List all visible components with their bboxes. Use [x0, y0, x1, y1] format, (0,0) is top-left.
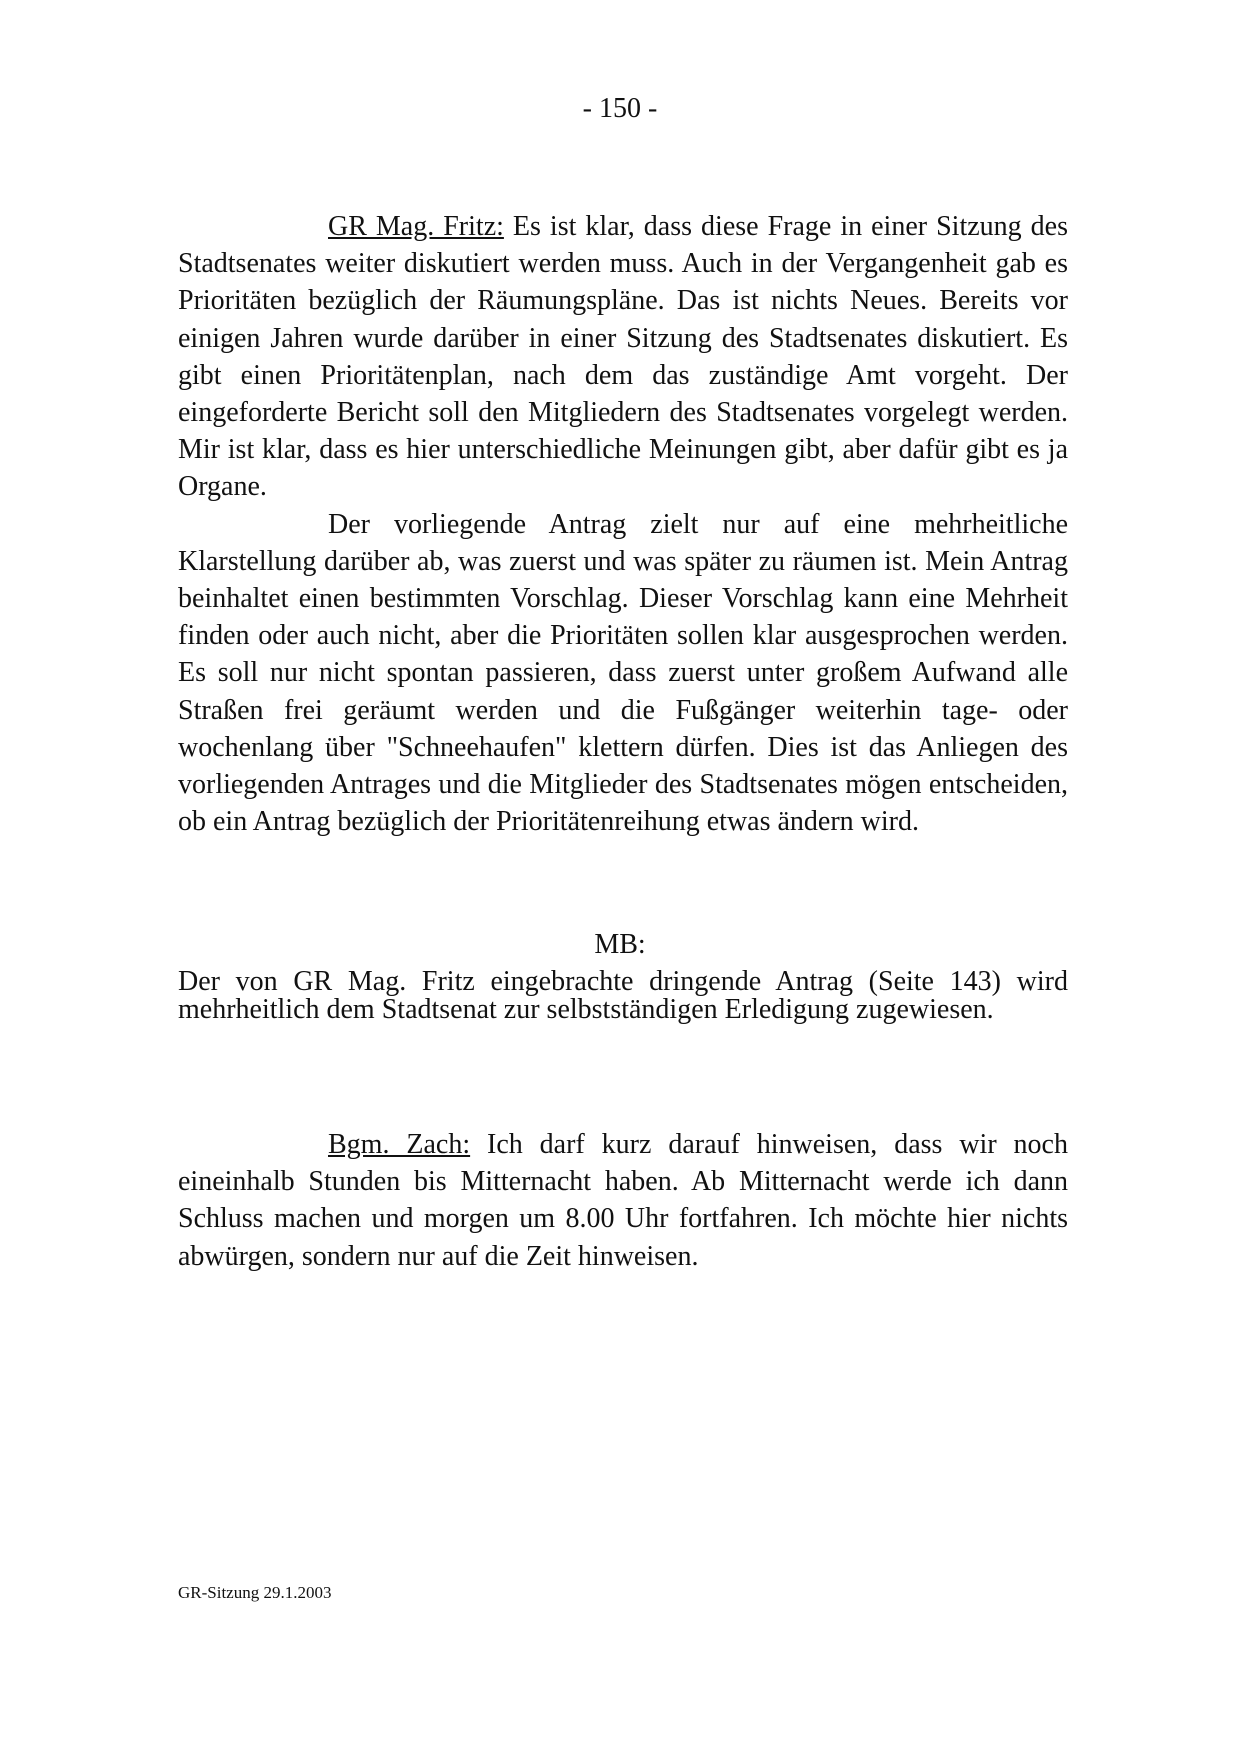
resolution-text: Der von GR Mag. Fritz eingebrachte dringende Antrag (Seite 143) wird mehrheitlich dem Stadtsenat zur selbstständigen Erledigung zugewiesen. [178, 966, 1068, 1025]
speaker-name-fritz: GR Mag. Fritz: [328, 211, 504, 242]
footer-session-date: GR-Sitzung 29.1.2003 [178, 1583, 332, 1602]
speech-zach-text: Ich darf kurz darauf hinweisen, dass wir noch eineinhalb Stunden bis Mitternacht haben. Ab Mitternacht werde ich dann Schluss machen und morgen um 8.00 Uhr fortfahren. Ich möchte hier nichts abwürgen, sondern nur auf die Zeit hinweisen. [178, 1129, 1068, 1272]
speech-fritz-paragraph-2: Der vorliegende Antrag zielt nur auf eine mehrheitliche Klarstellung darüber ab, was zuerst und was später zu räumen ist. Mein Antrag beinhaltet einen bestimmten Vorschlag. Dieser Vorschlag kann eine Mehrheit finden oder auch nicht, aber die Prioritäten sollen klar ausgesprochen werden. Es soll nur nicht spontan passieren, dass zuerst unter großem Aufwand alle Straßen frei geräumt werden und die Fußgänger weiterhin tage- oder wochenlang über "Schneehaufen" klettern dürfen. Dies ist das Anliegen des vorliegenden Antrages und die Mitglieder des Stadtsenates mögen entscheiden, ob ein Antrag bezüglich der Prioritätenreihung etwas ändern wird. [178, 508, 1068, 838]
speech-fritz-paragraph-1 [178, 208, 1068, 506]
speech-fritz [178, 208, 1068, 840]
page-number: - 150 - [582, 93, 658, 124]
speech-zach [178, 1126, 1068, 1275]
resolution-heading: MB: [594, 929, 646, 960]
speech-zach-paragraph [178, 1126, 1068, 1275]
speaker-name-zach: Bgm. Zach: [328, 1129, 471, 1160]
speech-fritz-text-1: Es ist klar, dass diese Frage in einer Sitzung des Stadtsenates weiter diskutiert werden muss. Auch in der Vergangenheit gab es Prioritäten bezüglich der Räumungspläne. Das ist nichts Neues. Bereits vor einigen Jahren wurde darüber in einer Sitzung des Stadtsenates diskutiert. Es gibt einen Prioritätenplan, nach dem das zuständige Amt vorgeht. Der eingeforderte Bericht soll den Mitgliedern des Stadtsenates vorgelegt werden. Mir ist klar, dass es hier unterschiedliche Meinungen gibt, aber dafür gibt es ja Organe. [178, 211, 1068, 503]
